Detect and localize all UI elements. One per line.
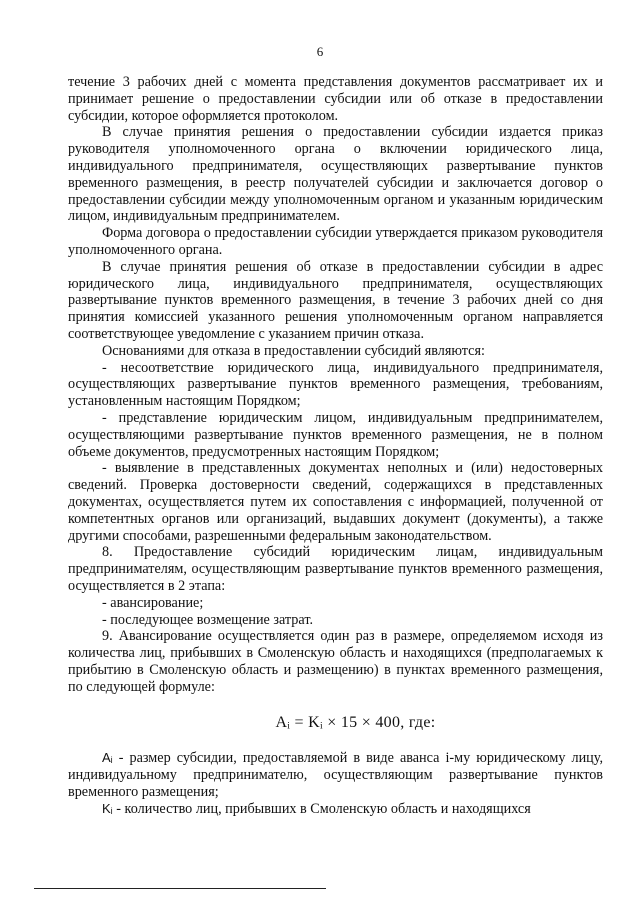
paragraph: 9. Авансирование осуществляется один раз в размере, определяемом исходя из количества лиц, прибывших в Смоленскую область и находящихся (предполагаемых к прибытию в Смоленскую область и размещению) в пунктах временного размещения, по следующей формуле: (68, 628, 603, 695)
paragraph: Форма договора о предоставлении субсидии утверждается приказом руководителя уполномоченного органа. (68, 225, 603, 258)
definition-item (68, 801, 603, 818)
definition-symbol: Kᵢ (102, 800, 113, 816)
paragraph: течение 3 рабочих дней с момента представления документов рассматривает их и принимает решение о предоставлении субсидии или об отказе в предоставлении субсидии, которое оформляется протоколом. (68, 74, 603, 124)
list-item: - несоответствие юридического лица, индивидуального предпринимателя, осуществляющих развертывание пунктов временного размещения, требованиям, установленным настоящим Порядком; (68, 359, 603, 410)
list-item: - последующее возмещение затрат. (102, 611, 314, 628)
page-number: 6 (316, 44, 324, 59)
paragraph: В случае принятия решения об отказе в предоставлении субсидии в адрес юридического лица, индивидуального предпринимателя, осуществляющих развертывание пунктов временного размещения, в течение 3 рабочих дней со дня принятия комиссией указанного решения уполномоченным органом направляется соответствующее уведомление с указанием причин отказа. (68, 258, 603, 342)
definition-item (68, 750, 603, 800)
list-item: - выявление в представленных документах неполных и (или) недостоверных сведений. Проверка достоверности сведений, содержащихся в представленных документах, осуществляется путем их сопоставления с информацией, полученной от компетентных органов или организаций, выдавших документ (документы), а также другими способами, разрешенными федеральным законодательством. (68, 460, 603, 544)
definitions (68, 750, 603, 817)
definition-symbol: Aᵢ (102, 750, 113, 766)
definition-text: - размер субсидии, предоставляемой в виде аванса i-му юридическому лицу, индивидуальному предпринимателю, осуществляющим развертывание пунктов временного размещения; (68, 750, 603, 800)
definition-text: - количество лиц, прибывших в Смоленскую область и находящихся (112, 800, 531, 817)
paragraph: 8. Предоставление субсидий юридическим лицам, индивидуальным предпринимателям, осуществляющим развертывание пунктов временного размещения, осуществляется в 2 этапа: (68, 544, 603, 594)
document-body (68, 74, 603, 817)
list-item: - авансирование; (102, 594, 204, 611)
list-item: - представление юридическим лицом, индивидуальным предпринимателем, осуществляющими развертывание пунктов временного размещения, не в полном объеме документов, предусмотренных настоящим Порядком; (68, 409, 603, 460)
paragraph: В случае принятия решения о предоставлении субсидии издается приказ руководителя уполномоченного органа о включении юридического лица, индивидуального предпринимателя, осуществляющих развертывание пунктов временного размещения, в реестр получателей субсидии и заключается договор о предоставлении субсидии между уполномоченным органом и указанным юридическим лицом, индивидуальным предпринимателем. (68, 124, 603, 225)
paragraph: Основаниями для отказа в предоставлении субсидий являются: (102, 342, 485, 359)
formula: Aᵢ = Kᵢ × 15 × 400, где: (275, 714, 436, 732)
footnote-separator (34, 888, 326, 889)
